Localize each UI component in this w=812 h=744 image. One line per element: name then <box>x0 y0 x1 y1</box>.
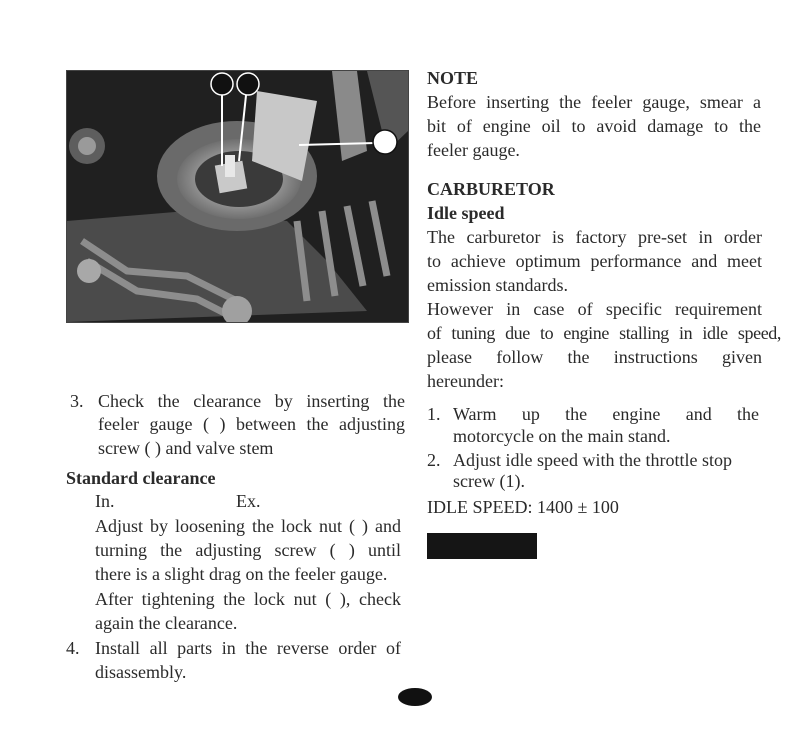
step4-line-2: disassembly. <box>95 662 187 682</box>
step4-line-1: Install all parts in the reverse order of <box>95 638 401 658</box>
carb-para2-line-2: of tuning due to engine stalling in idle speed, <box>427 323 781 343</box>
note-heading: NOTE <box>427 68 479 88</box>
standard-clearance-heading: Standard clearance <box>66 468 216 488</box>
carb-step1-line-2: motorcycle on the main stand. <box>453 426 671 446</box>
callout-1-icon <box>211 73 233 95</box>
step3-line-3: screw ( ) and valve stem <box>98 438 274 458</box>
step3-line-1: Check the clearance by inserting the <box>98 391 405 411</box>
carburetor-heading: CARBURETOR <box>427 179 555 199</box>
carb-step2-line-1: Adjust idle speed with the throttle stop <box>453 450 732 470</box>
after-line-1: After tightening the lock nut ( ), check <box>95 589 401 609</box>
idle-speed-subheading: Idle speed <box>427 203 505 223</box>
clearance-in-label: In. <box>95 491 115 511</box>
carb-step2-line-2: screw (1). <box>453 471 525 491</box>
step3-line-2: feeler gauge ( ) between the adjusting <box>98 414 405 434</box>
callout-2-icon <box>237 73 259 95</box>
carb-para1-line-3: emission standards. <box>427 275 568 295</box>
step4-number: 4. <box>66 638 80 658</box>
page-number-marker <box>398 688 432 706</box>
carb-para1-line-2: to achieve optimum performance and meet <box>427 251 762 271</box>
adjust-line-2: turning the adjusting screw ( ) until <box>95 540 401 560</box>
note-line-2: bit of engine oil to avoid damage to the <box>427 116 761 136</box>
carb-step1-line-1: Warm up the engine and the <box>453 404 759 424</box>
callout-3-icon <box>373 130 397 154</box>
after-line-2: again the clearance. <box>95 613 238 633</box>
adjust-line-1: Adjust by loosening the lock nut ( ) and <box>95 516 401 536</box>
redaction-bar <box>427 533 537 559</box>
idle-speed-value: IDLE SPEED: 1400 ± 100 <box>427 497 619 517</box>
carb-para2-line-1: However in case of specific requirement <box>427 299 762 319</box>
carb-step1-number: 1. <box>427 404 441 424</box>
engine-valve-photo <box>66 70 409 323</box>
step3-number: 3. <box>70 391 84 411</box>
clearance-ex-label: Ex. <box>236 491 261 511</box>
note-line-3: feeler gauge. <box>427 140 520 160</box>
carb-step2-number: 2. <box>427 450 441 470</box>
carb-para2-line-4: hereunder: <box>427 371 504 391</box>
carb-para2-line-3: please follow the instructions given <box>427 347 762 367</box>
note-line-1: Before inserting the feeler gauge, smear a <box>427 92 761 112</box>
adjust-line-3: there is a slight drag on the feeler gauge. <box>95 564 388 584</box>
engine-illustration <box>67 71 408 322</box>
carb-para1-line-1: The carburetor is factory pre-set in order <box>427 227 762 247</box>
